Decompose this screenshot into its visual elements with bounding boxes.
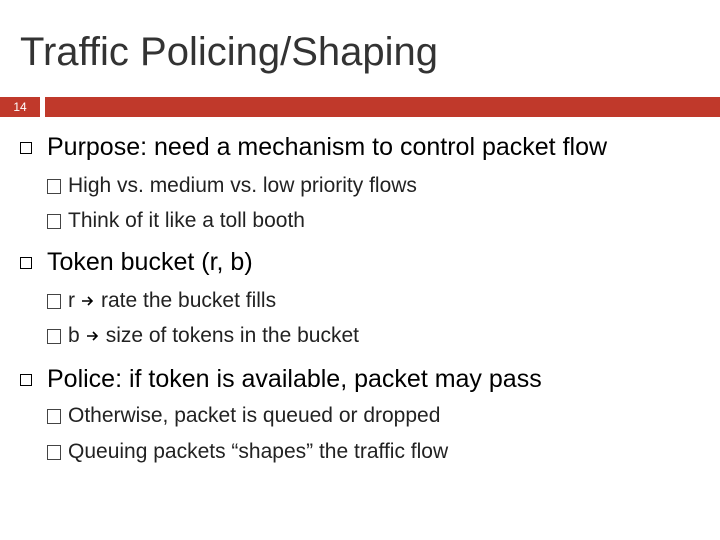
sub-bullet-item [47,440,448,464]
title-divider-bar [0,97,720,117]
bullet-item [20,248,253,277]
sub-bullet-text: High vs. medium vs. low priority flows [68,174,417,197]
bullet-text: Token bucket (r, b) [47,248,253,276]
slide-number-box [0,97,40,117]
square-bullet-icon [20,374,32,386]
accent-bar [45,97,720,117]
term-description: size of tokens in the bucket [105,324,359,347]
sub-bullet-text: Think of it like a toll booth [68,209,305,232]
bullet-item [20,133,607,162]
bullet-text: Purpose: need a mechanism to control packet flow [47,133,608,161]
term-label: r [68,289,75,312]
slide-title: Traffic Policing/Shaping [20,30,439,74]
square-bullet-icon [47,329,61,344]
term-description: rate the bucket fills [101,289,277,312]
sub-bullet-item [47,289,276,313]
square-bullet-icon [47,294,61,309]
square-bullet-icon [20,142,32,154]
square-bullet-icon [47,179,61,194]
sub-bullet-item [47,209,305,233]
square-bullet-icon [20,257,32,269]
square-bullet-icon [47,214,61,229]
sub-bullet-item [47,404,440,428]
square-bullet-icon [47,445,61,460]
sub-bullet-item [47,324,359,348]
right-arrow-icon [81,289,95,313]
right-arrow-icon [86,324,100,348]
square-bullet-icon [47,409,61,424]
sub-bullet-item [47,174,417,198]
term-label: b [68,324,80,347]
bullet-item [20,365,542,394]
bullet-text: Police: if token is available, packet may pass [47,365,542,393]
sub-bullet-text: Otherwise, packet is queued or dropped [68,404,441,427]
sub-bullet-text: Queuing packets “shapes” the traffic flow [68,440,449,463]
slide-number: 14 [13,100,27,114]
